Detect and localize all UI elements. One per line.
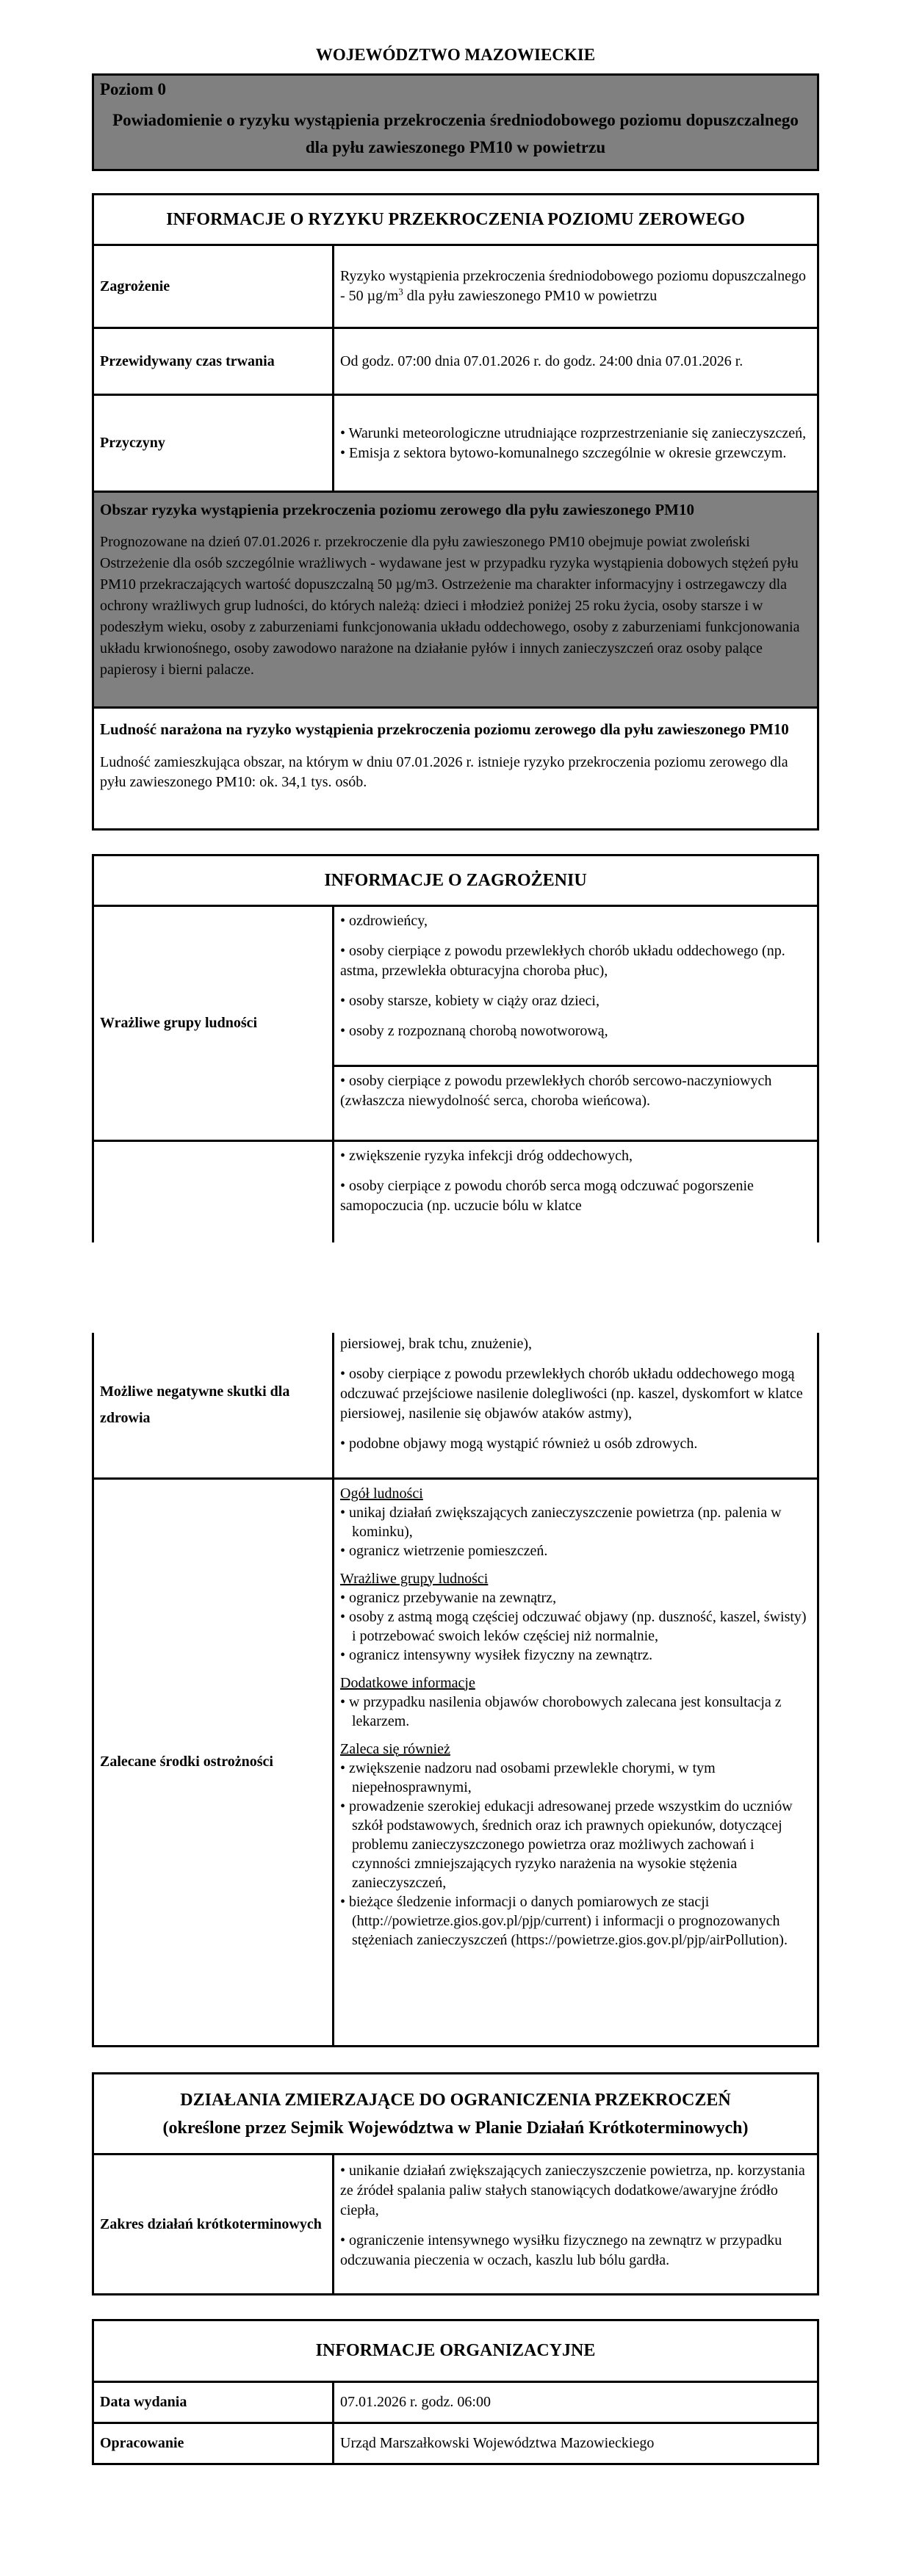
list-item: • prowadzenie szerokiej edukacji adresowanej przede wszystkim do uczniów szkół podstawowych, średnich oraz ich prawnych opiekunów, dotyczącej problemu zanieczyszczonego powietrza oraz możliwych zachowań i czynności zmniejszających ryzyko narażenia na wysokie stężenia zanieczyszczeń, (340, 1798, 793, 1891)
threat-value (334, 245, 818, 328)
precautions-label: Zalecane środki ostrożności (93, 1478, 334, 2046)
prepared-by-value: Urząd Marszałkowski Województwa Mazowieckiego (334, 2423, 818, 2464)
threat-value-text: Ryzyko wystąpienia przekroczenia średniodobowego poziomu dopuszczalnego - 50 µg/m (340, 268, 806, 304)
issue-date-label: Data wydania (93, 2382, 334, 2423)
precautions-group-additional (340, 1674, 811, 1731)
list-item: • unikaj działań zwiększających zanieczyszczenie powietrza (np. palenia w kominku), (340, 1504, 782, 1540)
health-effects-values-page2 (334, 1333, 818, 1478)
threat-info-table-continued (92, 1333, 819, 2047)
list-item: • ogranicz intensywny wysiłek fizyczny na zewnątrz. (340, 1646, 653, 1663)
duration-value: Od godz. 07:00 dnia 07.01.2026 r. do godz. 24:00 dnia 07.01.2026 r. (334, 328, 818, 395)
level-description: Powiadomienie o ryzyku wystąpienia przekroczenia średniodobowego poziomu dopuszczalnego dla pyłu zawieszonego PM10 w powietrzu (112, 111, 799, 156)
group-heading: Ogół ludności (340, 1485, 423, 1502)
table-row-area (93, 492, 818, 708)
health-effects-label: Możliwe negatywne skutki dla zdrowia (93, 1333, 334, 1478)
list-item: • zwiększenie ryzyka infekcji dróg oddechowych, (340, 1148, 633, 1164)
causes-label: Przyczyny (93, 395, 334, 492)
table-row-threat (93, 245, 818, 328)
table-row-sensitive-groups (93, 906, 818, 1066)
sensitive-groups-values-a (334, 906, 818, 1066)
list-item: • w przypadku nasilenia objawów chorobowych zalecana jest konsultacja z lekarzem. (340, 1693, 782, 1729)
health-effects-label-empty (93, 1141, 334, 1242)
group-heading: Dodatkowe informacje (340, 1674, 475, 1691)
population-title: Ludność narażona na ryzyko wystąpienia przekroczenia poziomu zerowego dla pyłu zawieszonego PM10 (100, 720, 789, 738)
list-item: • osoby z rozpoznaną chorobą nowotworową, (340, 1023, 608, 1039)
population-text: Ludność zamieszkująca obszar, na którym w dniu 07.01.2026 r. istnieje ryzyko przekroczenia poziomu zerowego dla pyłu zawieszonego PM10: ok. 34,1 tys. osób. (100, 754, 788, 790)
table-row-duration (93, 328, 818, 395)
duration-label: Przewidywany czas trwania (93, 328, 334, 395)
list-item: piersiowej, brak tchu, znużenie), (340, 1336, 533, 1352)
list-item: • ogranicz wietrzenie pomieszczeń. (340, 1542, 548, 1559)
threat-value-sup: 3 (398, 286, 403, 297)
actions-header (93, 2074, 818, 2154)
list-item: • osoby cierpiące z powodu przewlekłych chorób układu oddechowego mogą odczuwać przejściowe nasilenie dolegliwości (np. kaszel, dyskomfort w klatce piersiowej, nasilenie się objawów ataków astmy), (340, 1366, 803, 1422)
sensitive-groups-values-b (334, 1066, 818, 1141)
precautions-group-also (340, 1740, 811, 1950)
causes-value (334, 395, 818, 492)
table-row-population (93, 708, 818, 830)
group-heading: Zaleca się również (340, 1740, 450, 1757)
risk-area-cell (93, 492, 818, 708)
threat-info-table (92, 854, 819, 1242)
list-item: • osoby z astmą mogą częściej odczuwać objawy (np. duszność, kaszel, świsty) i potrzebować swoich leków częściej niż normalnie, (340, 1608, 807, 1644)
level-label: Poziom 0 (100, 80, 167, 98)
org-info-table (92, 2319, 819, 2465)
precautions-values (334, 1478, 818, 2046)
list-item: • ozdrowieńcy, (340, 913, 428, 929)
actions-header-line1: DZIAŁANIA ZMIERZAJĄCE DO OGRANICZENIA PRZEKROCZEŃ (180, 2090, 731, 2110)
table-row-causes (93, 395, 818, 492)
risk-info-header: INFORMACJE O RYZYKU PRZEKROCZENIA POZIOMU ZEROWEGO (93, 195, 818, 245)
scope-values (334, 2154, 818, 2295)
list-item: • osoby starsze, kobiety w ciąży oraz dzieci, (340, 993, 599, 1009)
prepared-by-label: Opracowanie (93, 2423, 334, 2464)
list-item: • Warunki meteorologiczne utrudniające rozprzestrzenianie się zanieczyszczeń, (340, 424, 807, 441)
threat-value-text-2: dla pyłu zawieszonego PM10 w powietrzu (403, 288, 658, 304)
document-title: WOJEWÓDZTWO MAZOWIECKIE (315, 46, 596, 64)
table-row-health-effects-page2 (93, 1333, 818, 1478)
population-cell (93, 708, 818, 830)
issue-date-value: 07.01.2026 r. godz. 06:00 (334, 2382, 818, 2423)
table-row-health-effects-page1 (93, 1141, 818, 1242)
list-item: • bieżące śledzenie informacji o danych pomiarowych ze stacji (http://powietrze.gios.gov.pl/pjp/current) i informacji o prognozowanych stężeniach zanieczyszczeń (https://powietrze.gios.gov.pl/pjp/airPollution). (340, 1893, 788, 1948)
threat-label: Zagrożenie (93, 245, 334, 328)
table-row-issue-date (93, 2382, 818, 2423)
sensitive-groups-label: Wrażliwe grupy ludności (93, 906, 334, 1141)
list-item: • osoby cierpiące z powodu przewlekłych chorób sercowo-naczyniowych (zwłaszcza niewydolność serca, choroba wieńcowa). (340, 1073, 772, 1109)
table-row-scope (93, 2154, 818, 2295)
actions-table (92, 2072, 819, 2295)
list-item: • ograniczenie intensywnego wysiłku fizycznego na zewnątrz w przypadku odczuwania pieczenia w oczach, kaszlu lub bólu gardła. (340, 2232, 782, 2268)
list-item: • Emisja z sektora bytowo-komunalnego szczególnie w okresie grzewczym. (340, 444, 787, 461)
list-item: • unikanie działań zwiększających zanieczyszczenie powietrza, np. korzystania ze źródeł spalania paliw stałych stanowiących dodatkowe/awaryjne źródło ciepła, (340, 2163, 805, 2218)
actions-header-line2: (określone przez Sejmik Województwa w Planie Działań Krótkoterminowych) (162, 2118, 749, 2138)
threat-info-header: INFORMACJE O ZAGROŻENIU (93, 855, 818, 906)
precautions-group-general (340, 1484, 811, 1560)
scope-label: Zakres działań krótkoterminowych (93, 2154, 334, 2295)
list-item: • ogranicz przebywanie na zewnątrz, (340, 1589, 557, 1606)
list-item: • osoby cierpiące z powodu przewlekłych chorób układu oddechowego (np. astma, przewlekła obturacyjna choroba płuc), (340, 943, 785, 979)
group-heading: Wrażliwe grupy ludności (340, 1570, 489, 1587)
risk-area-text: Prognozowane na dzień 07.01.2026 r. przekroczenie dla pyłu zawieszonego PM10 obejmuje powiat zwoleński Ostrzeżenie dla osób szczególnie wrażliwych - wydawane jest w przypadku ryzyka wystąpienia dobowych stężeń pyłu PM10 przekraczających wartość dopuszczalną 50 µg/m3. Ostrzeżenie ma charakter informacyjny i ostrzegawczy dla ochrony wrażliwych grup ludności, do których należą: dzieci i młodzież poniżej 25 roku życia, osoby starsze i w podeszłym wieku, osoby z zaburzeniami funkcjonowania układu oddechowego, osoby z zaburzeniami funkcjonowania układu krwionośnego, osoby zawodowo narażone na działanie pyłów i innych zanieczyszczeń oraz osoby palące papierosy i bierni palacze. (100, 534, 800, 678)
list-item: • podobne objawy mogą wystąpić również u osób zdrowych. (340, 1436, 698, 1452)
list-item: • osoby cierpiące z powodu chorób serca mogą odczuwać pogorszenie samopoczucia (np. uczucie bólu w klatce (340, 1178, 754, 1214)
risk-info-table (92, 193, 819, 831)
level-banner (92, 73, 819, 171)
risk-area-title: Obszar ryzyka wystąpienia przekroczenia poziomu zerowego dla pyłu zawieszonego PM10 (100, 501, 695, 518)
health-effects-values-page1 (334, 1141, 818, 1242)
table-row-precautions (93, 1478, 818, 2046)
table-row-prepared-by (93, 2423, 818, 2464)
list-item: • zwiększenie nadzoru nad osobami przewlekle chorymi, w tym niepełnosprawnymi, (340, 1759, 716, 1795)
org-info-header: INFORMACJE ORGANIZACYJNE (93, 2320, 818, 2382)
precautions-group-sensitive (340, 1569, 811, 1665)
